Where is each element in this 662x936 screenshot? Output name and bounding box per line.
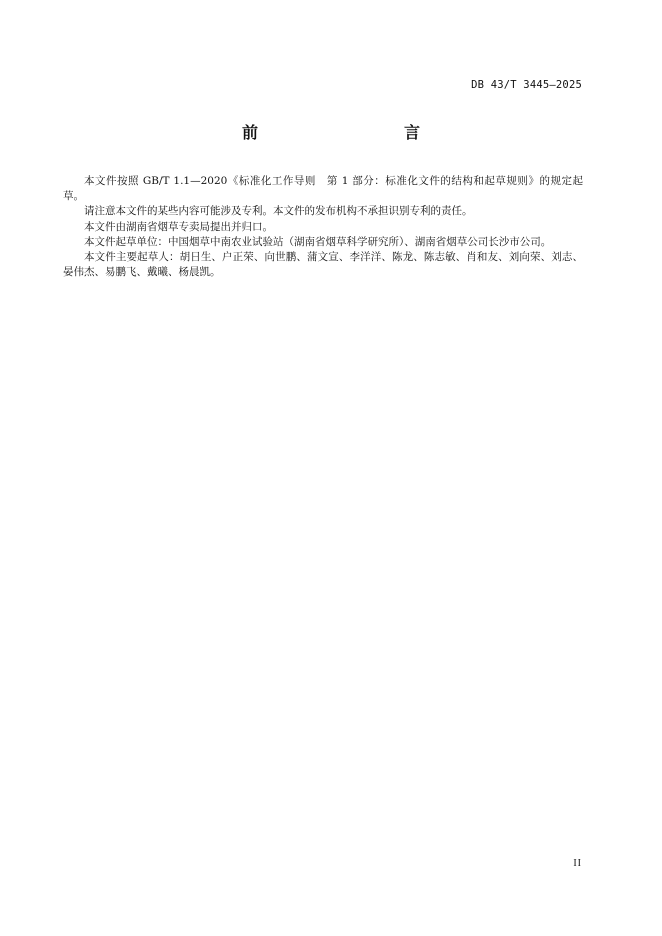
standard-code: DB 43/T 3445—2025 [471, 79, 582, 91]
paragraph-patent-notice: 请注意本文件的某些内容可能涉及专利。本文件的发布机构不承担识别专利的责任。 [84, 205, 473, 218]
paragraph-drafting-units: 本文件起草单位：中国烟草中南农业试验站（湖南省烟草科学研究所）、湖南省烟草公司长沙市公司。 [84, 235, 552, 248]
paragraph-drafting-rules: 本文件按照 GB/T 1.1—2020《标准化工作导则 第 1 部分：标准化文件的结构和起草规则》的规定起草。 [63, 175, 583, 203]
page-title: 前 言 [241, 123, 458, 142]
paragraph-proposer: 本文件由湖南省烟草专卖局提出并归口。 [84, 220, 273, 233]
page-number: II [573, 858, 582, 869]
paragraph-drafters: 本文件主要起草人：胡日生、户正荣、向世鹏、蒲文宣、李洋洋、陈龙、陈志敏、肖和友、刘向荣、刘志、晏伟杰、易鹏飞、戴曦、杨晨凯。 [63, 251, 583, 279]
foreword-body [63, 174, 583, 280]
